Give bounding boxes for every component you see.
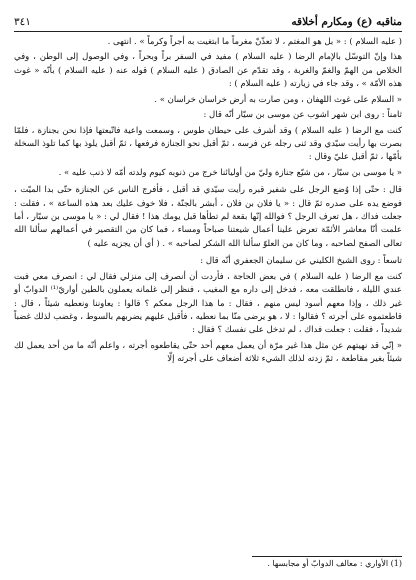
footnote-divider <box>252 556 402 557</box>
page-number: ٣٤١ <box>14 16 31 28</box>
paragraph: كنت مع الرضا ( عليه السلام ) وقد أشرف على حيطان طوس ، وسمعت واعية فاتّبعتها فإذا نحن بجنازة ، فلمّا بصرت بها رأيت سيّدي وقد ثنى رجله عن فرسه ، ثمّ أقبل نحو الجنازة فرفعها ، ثمّ أقبل يلوذ بها كما تلوذ السخلة بأمّها ، ثمّ أقبل عليّ وقال : <box>14 125 402 163</box>
section-heading: تاسعاً : روى الشيخ الكليني عن سليمان الجعفري أنّه قال : <box>200 256 402 267</box>
paragraph: كنت مع الرضا ( عليه السلام ) في بعض الحاجة ، فأردت أن أنصرف إلى منزلي فقال لي : انصرف معي فبت عندي الليلة ، فانطلقت معه ، فدخل إلى داره مع المغيب ، فنظر إلى غلمانه يعملون بالطين أواريّ⁽¹⁾ الدوابّ أو غير ذلك ، وإذا معهم أسود ليس منهم ، فقال : ما هذا الرجل معكم ؟ قالوا : يعاوننا ونعطيه شيئاً ، قال : قاطعتموه على أجرته ؟ فقالوا : لا ، هو يرضى منّا بما نعطيه ، فأقبل عليهم يضربهم بالسوط ، وغضب لذلك غضباً شديداً ، فقلت : جعلت فداك ، لم تدخل على نفسك ؟ فقال : <box>14 271 402 336</box>
paragraph: « يا موسى بن سيّار ، من شيّع جنازة وليّ من أوليائنا خرج من ذنوبه كيوم ولدته أمّه لا ذنب عليه » . <box>58 167 402 178</box>
paragraph: « السلام على غوث اللهفان ، ومن صارت به أرض خراسان خراسان » . <box>154 94 402 105</box>
section-heading: ثامناً : روى ابن شهر اشوب عن موسى بن سيّار أنّه قال : <box>203 110 402 121</box>
paragraph: ( عليه السلام ) : « بل هو المغتم ، لا تعذّنّ مغرماً ما ابتغيت به أجراً وكرماً » . انتهى . <box>107 37 402 47</box>
paragraph: « إنّي قد نهيتهم عن مثل هذا غير مرّة أن يعمل معهم أحد حتّى يقاطعوه أجرته ، واعلم أنّه ما من أحد يعمل لك شيئاً بغير مقاطعة ، ثمّ زدته لذلك الشيء ثلاثة أضعاف على أجرته إلّا <box>14 340 402 365</box>
footnote: (1) الأواري : معالف الدوابّ أو مجابسها . <box>267 559 402 568</box>
paragraph: هذا وإنّ التوسّل بالإمام الرضا ( عليه السلام ) مفيد في السفر براً وبحراً ، وفي الوصول إلى الوطن ، وفي الخلاص من الهمّ والغمّ والغربة ، وقد تقدّم عن الصادق ( عليه السلام ) قوله عنه ( عليه السلام ) بأنّه « غوث هذه الأمّة » ، وقد جاء في زيارته ( عليه السلام ) : <box>14 52 402 90</box>
paragraph: قال : حتّى إذا وُضع الرجل على شفير قبره رأيت سيّدي قد أقبل ، فأفرج الناس عن الجنازة حتّى بدا الميّت ، فوضع يده على صدره ثمّ قال : « يا فلان بن فلان ، أبشر بالجنّة ، فلا خوف عليك بعد هذه الساعة » ، فقلت : جعلت فداك ، هل تعرف الرجل ؟ فوالله إنّها بقعة لم تطأها قبل يومك هذا ! فقال لي : « يا موسى بن سيّار ، أما علمت أنّا معاشر الأئمّة تعرض علينا أعمال شيعتنا صباحاً ومساء ، فما كان من التقصير في أعمالهم سألنا الله تعالى الصفح لصاحبه ، وما كان من العلوّ سألنا الله الشكر لصاحبه » . ( أي أن يجزيه عليه ) <box>14 185 402 249</box>
main-text <box>14 36 402 367</box>
running-title: مناقبه (ع) ومكارم أخلاقه <box>291 16 402 28</box>
page-header <box>14 0 402 32</box>
